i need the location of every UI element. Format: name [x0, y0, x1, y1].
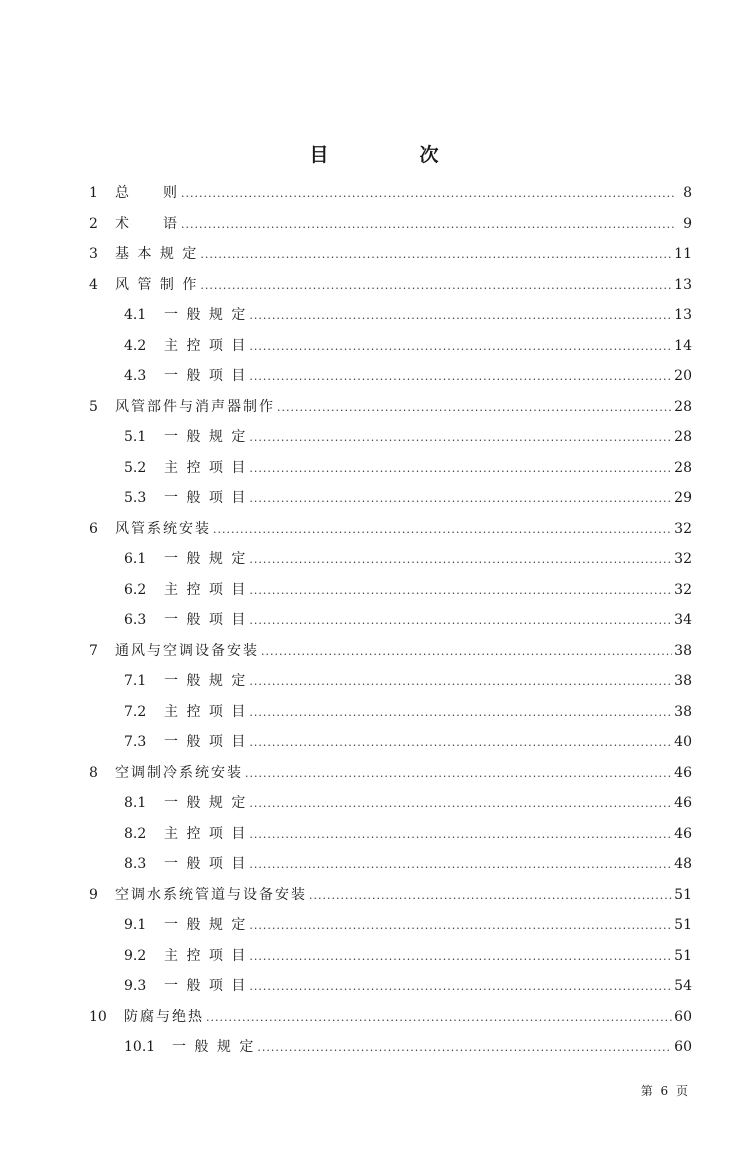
toc-entry-number: 5.3: [124, 490, 147, 506]
toc-entry-number: 5.1: [124, 429, 147, 445]
toc-entry-page: 28: [674, 460, 692, 476]
page-title: 目 次: [309, 144, 475, 166]
toc-leader-dots: [257, 1035, 672, 1061]
toc-entry-title: 风管部件与消声器制作: [115, 399, 275, 415]
toc-entry-page: 28: [674, 429, 692, 445]
toc-entry[interactable]: [89, 760, 692, 786]
toc-entry-page: 46: [674, 795, 692, 811]
toc-entry-page: 32: [674, 521, 692, 537]
toc-leader-dots: [249, 303, 672, 329]
toc-entry-number: 9.2: [124, 948, 147, 964]
toc-entry[interactable]: [124, 668, 692, 694]
toc-entry[interactable]: [89, 516, 692, 542]
toc-entry-title: 一 般 项 目: [164, 490, 248, 506]
toc-entry[interactable]: [124, 699, 692, 725]
toc-leader-dots: [181, 181, 674, 207]
toc-entry-title: 空调水系统管道与设备安装: [115, 887, 307, 903]
toc-entry[interactable]: [124, 943, 692, 969]
toc-leader-dots: [261, 639, 672, 665]
toc-entry-page: 60: [674, 1039, 692, 1055]
toc-leader-dots: [249, 944, 672, 970]
toc-entry-number: 3: [89, 246, 98, 262]
toc-entry-page: 51: [674, 887, 692, 903]
toc-leader-dots: [249, 913, 672, 939]
toc-leader-dots: [249, 700, 672, 726]
toc-entry-title: 主 控 项 目: [164, 948, 248, 964]
toc-entry[interactable]: [89, 1004, 692, 1030]
toc-leader-dots: [249, 456, 672, 482]
toc-entry[interactable]: [124, 424, 692, 450]
toc-entry[interactable]: [124, 577, 692, 603]
toc-entry[interactable]: [89, 180, 692, 206]
toc-entry[interactable]: [89, 882, 692, 908]
toc-entry-page: 14: [674, 338, 692, 354]
toc-entry-title: 一 般 规 定: [164, 551, 248, 567]
toc-entry-title: 风 管 制 作: [115, 277, 199, 293]
toc-entry-page: 46: [674, 765, 692, 781]
toc-entry-title: 主 控 项 目: [164, 582, 248, 598]
toc-entry-title: 一 般 项 目: [164, 856, 248, 872]
toc-leader-dots: [249, 608, 672, 634]
toc-entry-number: 7.2: [124, 704, 147, 720]
toc-leader-dots: [249, 364, 672, 390]
toc-entry[interactable]: [124, 455, 692, 481]
toc-leader-dots: [249, 974, 672, 1000]
toc-entry-number: 4: [89, 277, 98, 293]
toc-entry-page: 46: [674, 826, 692, 842]
toc-entry[interactable]: [89, 638, 692, 664]
toc-entry-title: 一 般 规 定: [164, 795, 248, 811]
toc-entry-title: 主 控 项 目: [164, 704, 248, 720]
toc-entry-page: 60: [674, 1009, 692, 1025]
toc-entry-number: 7.3: [124, 734, 147, 750]
toc-entry-number: 7.1: [124, 673, 147, 689]
toc-entry[interactable]: [124, 1034, 692, 1060]
toc-entry-number: 4.2: [124, 338, 147, 354]
toc-entry-page: 8: [683, 185, 692, 201]
toc-entry-page: 38: [674, 643, 692, 659]
toc-leader-dots: [249, 730, 672, 756]
toc-entry-title: 防腐与绝热: [124, 1009, 204, 1025]
toc-entry[interactable]: [124, 546, 692, 572]
toc-leader-dots: [181, 212, 674, 238]
toc-entry-number: 5: [89, 399, 98, 415]
toc-entry-number: 8: [89, 765, 98, 781]
toc-entry-title: 主 控 项 目: [164, 460, 248, 476]
toc-entry[interactable]: [124, 363, 692, 389]
toc-entry-title: 术 语: [115, 216, 179, 232]
toc-entry[interactable]: [89, 394, 692, 420]
toc-entry-title: 一 般 项 目: [164, 978, 248, 994]
toc-entry[interactable]: [89, 211, 692, 237]
toc-entry-title: 通风与空调设备安装: [115, 643, 259, 659]
toc-entry-number: 8.2: [124, 826, 147, 842]
toc-entry-title: 风管系统安装: [115, 521, 211, 537]
toc-entry-title: 一 般 规 定: [164, 307, 248, 323]
toc-entry-page: 32: [674, 551, 692, 567]
toc-leader-dots: [277, 395, 672, 421]
toc-entry-number: 6.2: [124, 582, 147, 598]
toc-leader-dots: [249, 852, 672, 878]
toc-entry-title: 一 般 规 定: [164, 673, 248, 689]
toc-entry-page: 51: [674, 948, 692, 964]
toc-entry-title: 基 本 规 定: [115, 246, 199, 262]
toc-entry-page: 51: [674, 917, 692, 933]
toc-entry-number: 8.1: [124, 795, 147, 811]
toc-entry-number: 9.3: [124, 978, 147, 994]
toc-entry-number: 2: [89, 216, 98, 232]
toc-entry-title: 主 控 项 目: [164, 338, 248, 354]
toc-leader-dots: [249, 334, 672, 360]
toc-entry-title: 一 般 项 目: [164, 368, 248, 384]
toc-entry-page: 9: [683, 216, 692, 232]
toc-entry[interactable]: [124, 973, 692, 999]
toc-entry-page: 48: [674, 856, 692, 872]
toc-entry-number: 5.2: [124, 460, 147, 476]
toc-entry[interactable]: [124, 302, 692, 328]
toc-entry-page: 54: [674, 978, 692, 994]
toc-entry-title: 一 般 规 定: [164, 429, 248, 445]
toc-leader-dots: [200, 242, 672, 268]
toc-entry-number: 6: [89, 521, 98, 537]
toc-leader-dots: [200, 273, 672, 299]
toc-leader-dots: [249, 547, 672, 573]
toc-entry-number: 1: [89, 185, 98, 201]
toc-entry-page: 13: [674, 307, 692, 323]
toc-leader-dots: [249, 425, 672, 451]
toc-entry-page: 28: [674, 399, 692, 415]
toc-entry-page: 13: [674, 277, 692, 293]
toc-leader-dots: [249, 791, 672, 817]
toc-entry-page: 34: [674, 612, 692, 628]
toc-entry-number: 9: [89, 887, 98, 903]
toc-entry-number: 6.3: [124, 612, 147, 628]
toc-leader-dots: [309, 883, 672, 909]
toc-entry[interactable]: [124, 821, 692, 847]
toc-entry-number: 4.1: [124, 307, 147, 323]
toc-leader-dots: [206, 1005, 672, 1031]
toc-leader-dots: [249, 822, 672, 848]
toc-entry-page: 32: [674, 582, 692, 598]
toc-entry-page: 20: [674, 368, 692, 384]
toc-entry-number: 9.1: [124, 917, 147, 933]
toc-entry-number: 8.3: [124, 856, 147, 872]
toc-entry-number: 7: [89, 643, 98, 659]
toc-entry-title: 空调制冷系统安装: [115, 765, 243, 781]
toc-entry-title: 一 般 项 目: [164, 612, 248, 628]
toc-entry[interactable]: [124, 485, 692, 511]
toc-entry-title: 主 控 项 目: [164, 826, 248, 842]
toc-entry-number: 6.1: [124, 551, 147, 567]
toc-entry[interactable]: [124, 851, 692, 877]
toc-entry-page: 11: [674, 246, 692, 262]
toc-entry[interactable]: [124, 790, 692, 816]
toc-entry-page: 38: [674, 704, 692, 720]
toc-leader-dots: [213, 517, 672, 543]
toc-entry[interactable]: [89, 241, 692, 267]
toc-entry-title: 一 般 项 目: [164, 734, 248, 750]
toc-entry[interactable]: [124, 912, 692, 938]
toc-entry-page: 38: [674, 673, 692, 689]
toc-entry[interactable]: [124, 729, 692, 755]
toc-entry-title: 一 般 规 定: [172, 1039, 256, 1055]
toc-entry-number: 10.1: [124, 1039, 156, 1055]
toc-entry-title: 总 则: [115, 185, 179, 201]
toc-leader-dots: [249, 486, 672, 512]
toc-entry-number: 4.3: [124, 368, 147, 384]
toc-entry[interactable]: [124, 333, 692, 359]
toc-leader-dots: [249, 669, 672, 695]
toc-entry-page: 40: [674, 734, 692, 750]
toc-entry-page: 29: [674, 490, 692, 506]
toc-entry-number: 10: [89, 1009, 107, 1025]
toc-entry-title: 一 般 规 定: [164, 917, 248, 933]
toc-entry[interactable]: [124, 607, 692, 633]
toc-leader-dots: [245, 761, 672, 787]
toc-entry[interactable]: [89, 272, 692, 298]
page-number: 第 6 页: [640, 1084, 690, 1098]
toc-leader-dots: [249, 578, 672, 604]
